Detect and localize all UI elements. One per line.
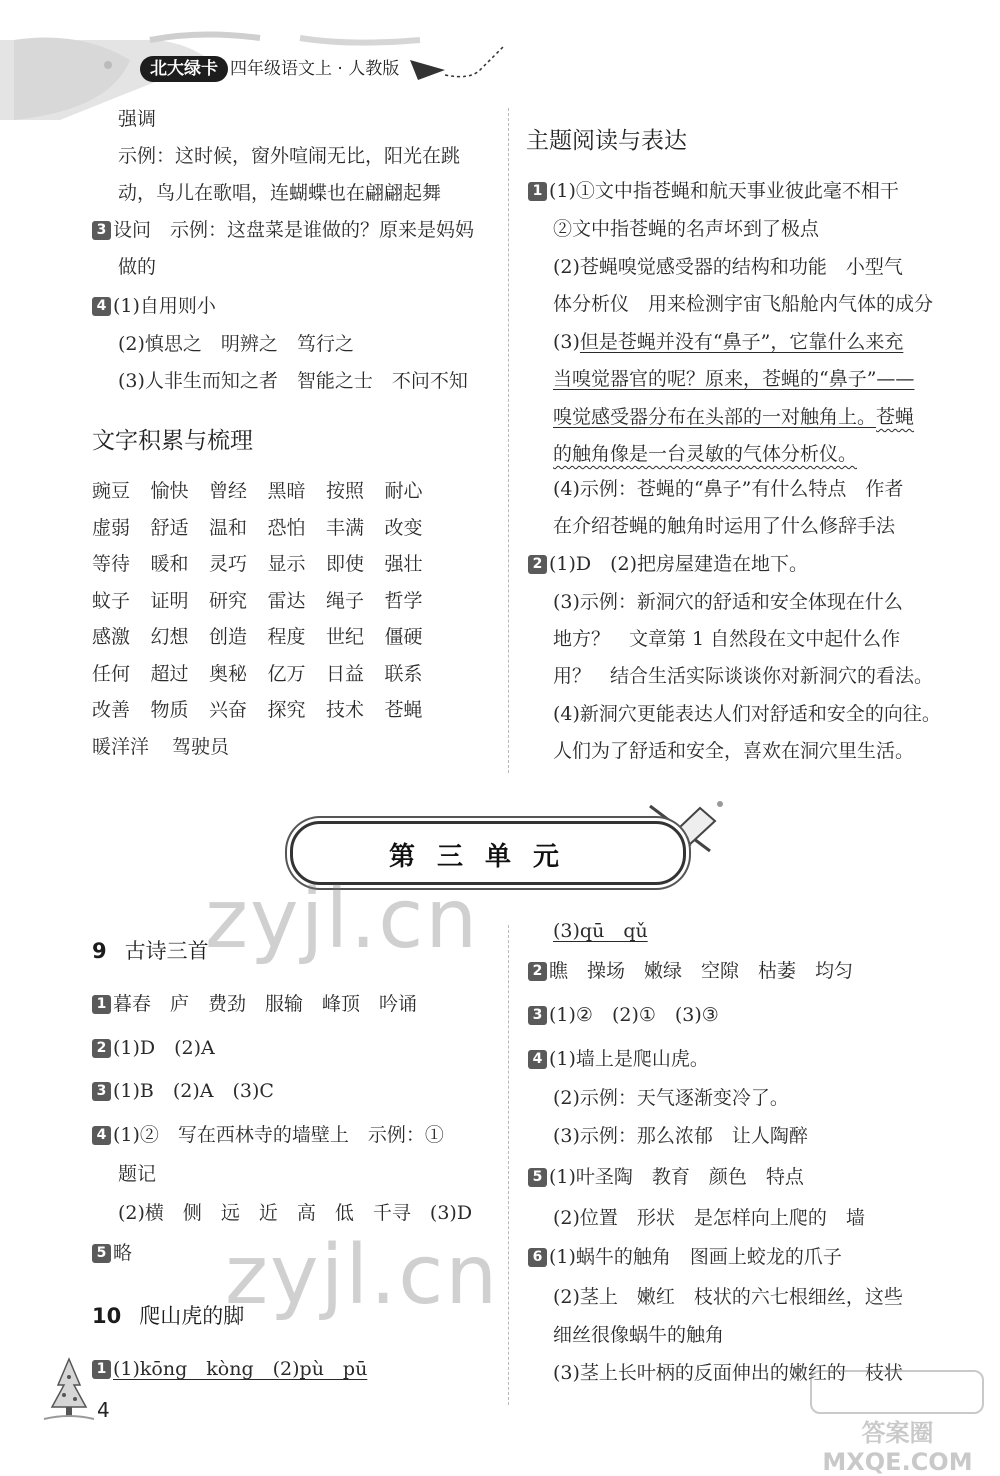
underlined-text: 嗅觉感受器分布在头部的一对触角上。 bbox=[553, 406, 877, 428]
vocab-word: 苍蝇 bbox=[384, 699, 423, 721]
answer-line: 体分析仪 用来检测宇宙飞船舱内气体的成分 bbox=[553, 293, 934, 315]
lesson-number: 9 bbox=[92, 939, 107, 963]
answer-line: (3)示例：新洞穴的舒适和安全体现在什么 bbox=[553, 591, 903, 613]
answer-line: (2)苍蝇嗅觉感受器的结构和功能 小型气 bbox=[553, 256, 903, 278]
vocab-word: 即使 bbox=[326, 553, 365, 575]
answer-text: (1)①文中指苍蝇和航天事业彼此毫不相干 bbox=[549, 180, 899, 202]
vocab-word: 程度 bbox=[267, 626, 306, 648]
answer-text: (1)② 写在西林寺的墙壁上 示例：① bbox=[113, 1124, 444, 1146]
vocab-word: 幻想 bbox=[150, 626, 189, 648]
vocab-row bbox=[92, 515, 492, 552]
vocab-word: 世纪 bbox=[326, 626, 365, 648]
vocab-word: 按照 bbox=[326, 480, 365, 502]
section-title: 文字积累与梳理 bbox=[92, 428, 253, 454]
vocab-word: 技术 bbox=[326, 699, 365, 721]
vocab-word: 感激 bbox=[92, 626, 131, 648]
brand-badge: 北大绿卡 bbox=[140, 56, 228, 82]
answer-text: (1)自用则小 bbox=[113, 295, 216, 317]
answer-item bbox=[528, 1164, 804, 1190]
lesson-number: 10 bbox=[92, 1304, 122, 1328]
answer-line: (4)新洞穴更能表达人们对舒适和安全的向往。 bbox=[553, 703, 941, 725]
vocab-word: 创造 bbox=[209, 626, 248, 648]
vocab-word: 兴奋 bbox=[209, 699, 248, 721]
tree-decoration-icon bbox=[40, 1355, 98, 1425]
answer-line: 人们为了舒适和安全，喜欢在洞穴里生活。 bbox=[553, 740, 915, 762]
vocab-row bbox=[92, 478, 492, 515]
wavy-underlined-text: 的触角像是一台灵敏的气体分析仪。 bbox=[553, 443, 858, 465]
question-number: 3 bbox=[528, 1006, 547, 1025]
answer-line: 强调 bbox=[118, 108, 157, 130]
question-number: 1 bbox=[92, 995, 111, 1014]
question-number: 6 bbox=[528, 1248, 547, 1267]
answer-item bbox=[528, 1244, 842, 1270]
column-divider bbox=[508, 108, 509, 773]
vocab-word: 任何 bbox=[92, 662, 131, 685]
answer-line: (2)横 侧 远 近 高 低 千寻 (3)D bbox=[118, 1202, 473, 1224]
question-number: 2 bbox=[528, 962, 547, 981]
vocab-word: 研究 bbox=[209, 589, 248, 612]
question-number: 1 bbox=[92, 1360, 111, 1379]
answer-item bbox=[528, 178, 899, 204]
answer-line: (3)示例：那么浓郁 让人陶醉 bbox=[553, 1125, 808, 1147]
answer-item bbox=[528, 551, 808, 577]
vocab-word: 改善 bbox=[92, 699, 131, 721]
answer-line: (4)示例：苍蝇的“鼻子”有什么特点 作者 bbox=[553, 478, 904, 500]
question-number: 5 bbox=[92, 1244, 111, 1263]
answer-item bbox=[92, 1122, 444, 1148]
answer-text: (1)墙上是爬山虎。 bbox=[549, 1048, 709, 1070]
answer-line: (2)位置 形状 是怎样向上爬的 墙 bbox=[553, 1207, 865, 1229]
vocab-row bbox=[92, 697, 492, 734]
vocab-word: 驾驶员 bbox=[172, 735, 230, 758]
site-logo bbox=[800, 1368, 995, 1476]
wavy-underlined-text: 苍蝇 bbox=[876, 406, 915, 428]
answer-item bbox=[92, 293, 216, 319]
vocab-word: 日益 bbox=[326, 662, 365, 685]
answer-line bbox=[553, 404, 914, 430]
vocab-word: 豌豆 bbox=[92, 480, 131, 502]
vocab-word: 丰满 bbox=[326, 516, 365, 539]
answer-item bbox=[528, 1002, 719, 1028]
answer-text: (1)蜗牛的触角 图画上蛟龙的爪子 bbox=[549, 1246, 842, 1268]
answer-line: 动，鸟儿在歌唱，连蝴蝶也在翩翩起舞 bbox=[118, 182, 442, 204]
answer-text: 瞧 操场 嫩绿 空隙 枯萎 均匀 bbox=[549, 960, 854, 982]
vocab-word: 超过 bbox=[150, 662, 189, 685]
vocab-word: 暖和 bbox=[150, 553, 189, 575]
answer-item bbox=[92, 1035, 215, 1061]
answer-line: 示例：这时候，窗外喧闹无比，阳光在跳 bbox=[118, 145, 461, 167]
answer-item bbox=[92, 1356, 367, 1382]
question-number: 3 bbox=[92, 1082, 111, 1101]
question-number: 1 bbox=[528, 182, 547, 201]
vocab-word: 暖洋洋 bbox=[92, 735, 150, 758]
answer-line: ②文中指苍蝇的名声坏到了极点 bbox=[553, 218, 820, 240]
answer-line: (2)慎思之 明辨之 笃行之 bbox=[118, 333, 354, 355]
answer-line: 地方？ 文章第 1 自然段在文中起什么作 bbox=[553, 628, 901, 650]
vocab-word: 等待 bbox=[92, 553, 131, 575]
question-number: 4 bbox=[528, 1050, 547, 1069]
answer-text: (1)叶圣陶 教育 颜色 特点 bbox=[549, 1166, 804, 1188]
vocab-word: 黑暗 bbox=[267, 480, 306, 502]
vocab-row bbox=[92, 551, 492, 588]
lesson-title: 古诗三首 bbox=[124, 939, 209, 963]
answer-item bbox=[92, 217, 474, 243]
answer-line: 题记 bbox=[118, 1163, 157, 1185]
vocab-word: 物质 bbox=[150, 699, 189, 721]
answer-text: (3) bbox=[553, 331, 580, 353]
vocab-row bbox=[92, 661, 492, 698]
lesson-heading bbox=[92, 1300, 244, 1330]
vocab-word: 僵硬 bbox=[384, 626, 423, 648]
watermark: zyjl.cn bbox=[205, 872, 480, 967]
answer-text: (1)kōng kòng (2)pù pū bbox=[113, 1358, 368, 1380]
answer-line: (3)qū qǔ bbox=[553, 920, 648, 942]
question-number: 3 bbox=[92, 221, 111, 240]
question-number: 4 bbox=[92, 1126, 111, 1145]
answer-item bbox=[528, 958, 853, 984]
answer-line: (2)茎上 嫩红 枝状的六七根细丝，这些 bbox=[553, 1286, 903, 1308]
answer-line: 做的 bbox=[118, 256, 157, 278]
answer-text: 暮春 庐 费劲 服输 峰顶 吟诵 bbox=[113, 993, 418, 1015]
question-number: 5 bbox=[528, 1168, 547, 1187]
watermark: zyjl.cn bbox=[225, 1228, 500, 1323]
vocab-word: 改变 bbox=[384, 516, 423, 539]
vocab-word: 曾经 bbox=[209, 480, 248, 502]
vocab-word: 舒适 bbox=[150, 516, 189, 539]
question-number: 2 bbox=[92, 1039, 111, 1058]
question-number: 4 bbox=[92, 297, 111, 316]
answer-text: 设问 示例：这盘菜是谁做的？原来是妈妈 bbox=[113, 219, 475, 241]
question-number: 2 bbox=[528, 555, 547, 574]
vocab-word: 虚弱 bbox=[92, 516, 131, 539]
answer-text: 略 bbox=[113, 1242, 133, 1264]
answer-text: (1)D (2)把房屋建造在地下。 bbox=[549, 553, 809, 575]
section-title: 主题阅读与表达 bbox=[526, 128, 687, 154]
answer-line: (2)示例：天气逐渐变冷了。 bbox=[553, 1087, 789, 1109]
lesson-heading bbox=[92, 935, 209, 965]
answer-item bbox=[92, 1078, 274, 1104]
vocab-word: 联系 bbox=[384, 662, 423, 685]
vocab-word: 哲学 bbox=[384, 589, 423, 612]
answer-line: 在介绍苍蝇的触角时运用了什么修辞手法 bbox=[553, 515, 896, 537]
vocab-word: 证明 bbox=[150, 589, 189, 612]
answer-line: 细丝很像蜗牛的触角 bbox=[553, 1324, 725, 1346]
underlined-text: 当嗅觉器官的呢？原来，苍蝇的“鼻子”—— bbox=[553, 368, 915, 390]
vocab-word: 蚊子 bbox=[92, 589, 131, 612]
answer-line: (3)人非生而知之者 智能之士 不问不知 bbox=[118, 370, 468, 392]
series-title: 四年级语文上 · 人教版 bbox=[230, 59, 400, 79]
answer-line: 用？ 结合生活实际谈谈你对新洞穴的看法。 bbox=[553, 665, 934, 687]
answer-text: (1)B (2)A (3)C bbox=[113, 1080, 274, 1102]
vocab-word: 探究 bbox=[267, 699, 306, 721]
vocab-row bbox=[92, 734, 492, 771]
answer-item bbox=[92, 1240, 132, 1266]
answer-text: (1)② (2)① (3)③ bbox=[549, 1004, 719, 1026]
answer-item bbox=[528, 1046, 709, 1072]
column-divider bbox=[508, 925, 509, 1405]
answer-item bbox=[92, 991, 417, 1017]
vocab-word: 绳子 bbox=[326, 589, 365, 612]
site-logo-text: 答案圈 MXQE.COM bbox=[822, 1419, 973, 1476]
vocab-word: 雷达 bbox=[267, 589, 306, 612]
vocab-word: 强壮 bbox=[384, 553, 423, 575]
answer-text: (1)D (2)A bbox=[113, 1037, 215, 1059]
underlined-text: 但是苍蝇并没有“鼻子”，它靠什么来充 bbox=[579, 331, 904, 353]
vocab-word: 恐怕 bbox=[267, 516, 306, 539]
vocab-row bbox=[92, 588, 492, 625]
vocab-word: 愉快 bbox=[150, 480, 189, 502]
answer-line: (3)茎上长叶柄的反面伸出的嫩红的 枝状 bbox=[553, 1362, 903, 1384]
vocab-row bbox=[92, 624, 492, 661]
page-number: 4 bbox=[97, 1398, 110, 1422]
vocab-word: 奥秘 bbox=[209, 662, 248, 685]
vocab-word: 耐心 bbox=[384, 480, 423, 502]
vocab-word: 显示 bbox=[267, 553, 306, 575]
vocab-grid bbox=[92, 478, 492, 770]
vocab-word: 温和 bbox=[209, 516, 248, 539]
lesson-title: 爬山虎的脚 bbox=[139, 1304, 245, 1328]
answer-line bbox=[553, 329, 903, 355]
vocab-word: 亿万 bbox=[267, 662, 306, 685]
vocab-word: 灵巧 bbox=[209, 553, 248, 575]
unit-title: 第三单元 bbox=[388, 842, 581, 872]
